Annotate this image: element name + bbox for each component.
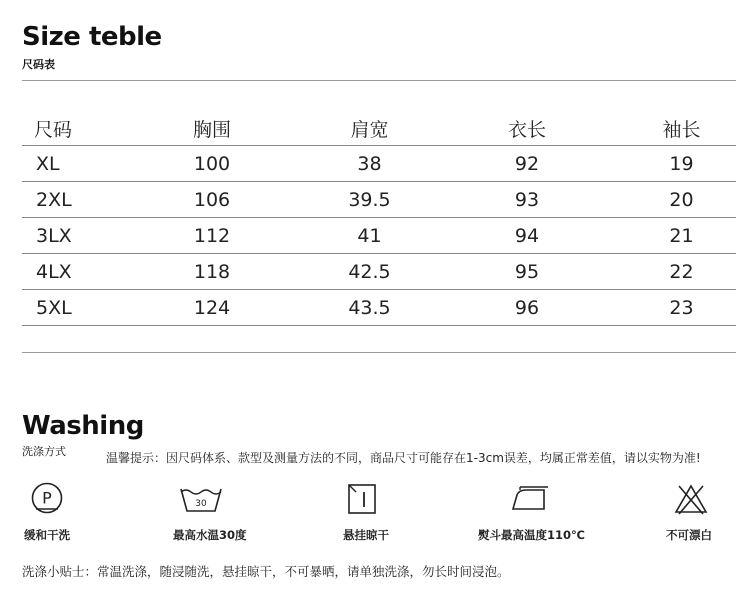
gentle-dry-clean-icon bbox=[30, 481, 64, 519]
size-table bbox=[22, 112, 736, 326]
hang-dry-icon bbox=[347, 483, 377, 519]
cell-size: 5XL bbox=[36, 296, 72, 319]
care-label: 悬挂晾干 bbox=[343, 528, 389, 542]
size-table-header bbox=[22, 112, 736, 146]
cell-size: 3LX bbox=[36, 224, 72, 247]
table-row bbox=[22, 218, 736, 254]
no-bleach-icon bbox=[673, 483, 709, 519]
measurement-note: 温馨提示：因尺码体系、款型及测量方法的不同，商品尺寸可能存在1-3cm误差，均属正常差值，请以实物为准! bbox=[106, 451, 701, 465]
cell-sleeve: 21 bbox=[669, 224, 694, 247]
table-row bbox=[22, 182, 736, 218]
cell-sleeve: 23 bbox=[669, 296, 694, 319]
header-size: 尺码 bbox=[34, 119, 73, 141]
cell-length: 93 bbox=[514, 188, 540, 211]
cell-size: 4LX bbox=[36, 260, 72, 283]
wash-temp-text: 30 bbox=[195, 499, 207, 509]
cell-length: 94 bbox=[514, 224, 540, 247]
divider bbox=[22, 352, 736, 353]
header-sleeve: 袖长 bbox=[662, 119, 701, 141]
table-row bbox=[22, 290, 736, 326]
header-length: 衣长 bbox=[507, 119, 546, 141]
table-row bbox=[22, 254, 736, 290]
cell-length: 92 bbox=[514, 152, 540, 175]
care-label: 不可漂白 bbox=[666, 528, 712, 542]
cell-chest: 112 bbox=[193, 224, 231, 247]
cell-sleeve: 20 bbox=[669, 188, 694, 211]
svg-text:P: P bbox=[42, 488, 52, 508]
cell-chest: 106 bbox=[193, 188, 231, 211]
table-row bbox=[22, 146, 736, 182]
cell-shoulder: 38 bbox=[357, 152, 382, 175]
wash-30-icon bbox=[178, 483, 224, 519]
cell-sleeve: 22 bbox=[669, 260, 694, 283]
cell-length: 96 bbox=[514, 296, 540, 319]
cell-shoulder: 39.5 bbox=[348, 188, 391, 211]
cell-sleeve: 19 bbox=[669, 152, 694, 175]
iron-110-icon bbox=[510, 484, 552, 518]
cell-chest: 100 bbox=[193, 152, 231, 175]
cell-chest: 124 bbox=[193, 296, 231, 319]
header-shoulder: 肩宽 bbox=[350, 119, 389, 141]
cell-shoulder: 42.5 bbox=[348, 260, 391, 283]
cell-shoulder: 41 bbox=[357, 224, 382, 247]
washing-title: Washing bbox=[22, 411, 144, 441]
washing-subtitle: 洗涤方式 bbox=[22, 445, 66, 458]
care-label: 最高水温30度 bbox=[173, 528, 247, 542]
cell-chest: 118 bbox=[193, 260, 231, 283]
care-label: 熨斗最高温度110℃ bbox=[478, 528, 585, 542]
cell-length: 95 bbox=[514, 260, 540, 283]
header-chest: 胸围 bbox=[192, 119, 231, 141]
washing-tips: 洗涤小贴士：常温洗涤，随浸随洗，悬挂晾干，不可暴晒，请单独洗涤，勿长时间浸泡。 bbox=[22, 564, 510, 579]
size-chart-title: Size teble bbox=[22, 22, 162, 52]
cell-size: XL bbox=[36, 152, 60, 175]
cell-shoulder: 43.5 bbox=[348, 296, 391, 319]
care-label: 缓和干洗 bbox=[24, 528, 70, 542]
size-chart-subtitle: 尺码表 bbox=[22, 58, 55, 71]
divider bbox=[22, 80, 736, 81]
cell-size: 2XL bbox=[36, 188, 72, 211]
